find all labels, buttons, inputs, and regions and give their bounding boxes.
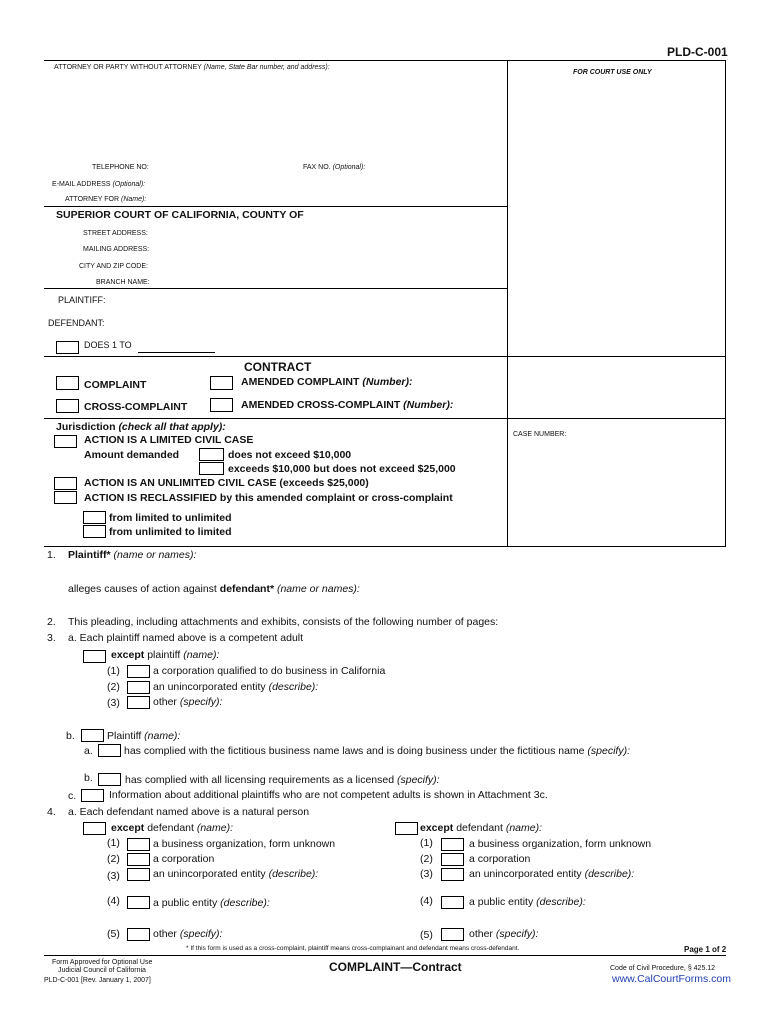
street-label: STREET ADDRESS: (83, 230, 148, 237)
p4-left-other-checkbox[interactable] (127, 928, 150, 941)
p4-left-public-label: a public entity (describe): (153, 897, 270, 909)
p3-corp-ca-label: a corporation qualified to do business in California (153, 665, 386, 677)
does-number-line[interactable] (138, 352, 215, 353)
p3-other-label: other (specify): (153, 696, 223, 708)
p3b-b-letter: b. (84, 772, 93, 784)
p3b-letter: b. (66, 730, 75, 742)
rule-parties (44, 288, 508, 289)
cross-complaint-label: CROSS-COMPLAINT (84, 401, 188, 413)
p3b-a-letter: a. (84, 745, 93, 757)
p2-number: 2. (47, 616, 56, 628)
approved-line3: PLD-C-001 [Rev. January 1, 2007] (44, 977, 151, 984)
p4-left-n4: (4) (107, 895, 120, 907)
p3-unincorp-label: an unincorporated entity (describe): (153, 681, 319, 693)
p4-left-busorg-checkbox[interactable] (127, 838, 150, 851)
unlim-to-lim-label: from unlimited to limited (109, 526, 232, 538)
attorney-for-label: ATTORNEY FOR (Name): (65, 196, 147, 203)
p2-text: This pleading, including attachments and exhibits, consists of the following number of pages: (68, 616, 499, 628)
p4-right-n4: (4) (420, 895, 433, 907)
p1-text: Plaintiff* (name or names): (68, 549, 197, 561)
p4-right-other-checkbox[interactable] (441, 928, 464, 941)
p4-left-busorg-label: a business organization, form unknown (153, 838, 336, 850)
reclassified-checkbox[interactable] (54, 491, 77, 504)
p4-left-n5: (5) (107, 928, 120, 940)
p4-left-n1: (1) (107, 837, 120, 849)
not-exceed-label: does not exceed $10,000 (228, 449, 352, 461)
limited-checkbox[interactable] (54, 435, 77, 448)
form-id: PLD-C-001 (667, 45, 728, 59)
p4-right-n3: (3) (420, 868, 433, 880)
city-label: CITY AND ZIP CODE: (79, 263, 148, 270)
p4-left-except-checkbox[interactable] (83, 822, 106, 835)
page-number: Page 1 of 2 (684, 945, 727, 954)
exceeds-label: exceeds $10,000 but does not exceed $25,000 (228, 463, 456, 475)
p4-left-corp-label: a corporation (153, 853, 215, 865)
p3b-b-checkbox[interactable] (98, 773, 121, 786)
reclassified-label: ACTION IS RECLASSIFIED by this amended complaint or cross-complaint (84, 492, 453, 504)
case-number-label: CASE NUMBER: (513, 431, 567, 438)
approved-line1: Form Approved for Optional Use (52, 959, 153, 966)
lim-to-unlim-checkbox[interactable] (83, 511, 106, 524)
case-number-divider (507, 418, 508, 546)
jurisdiction-label: Jurisdiction (check all that apply): (56, 421, 226, 433)
does-checkbox[interactable] (56, 341, 79, 354)
p3a-except-checkbox[interactable] (83, 650, 106, 663)
defendant-label: DEFENDANT: (48, 318, 105, 328)
lim-to-unlim-label: from limited to unlimited (109, 512, 232, 524)
unlimited-checkbox[interactable] (54, 477, 77, 490)
p4-right-unincorp-label: an unincorporated entity (describe): (469, 868, 635, 880)
p3-n1: (1) (107, 665, 120, 677)
p3b-a-text: has complied with the fictitious business name laws and is doing business under the fictitious name (specify): (124, 745, 631, 757)
p4-right-other-label: other (specify): (469, 928, 539, 940)
p4-right-corp-checkbox[interactable] (441, 853, 464, 866)
p4-left-public-checkbox[interactable] (127, 896, 150, 909)
unlimited-label: ACTION IS AN UNLIMITED CIVIL CASE (exceeds $25,000) (84, 477, 369, 489)
caption-right-rule (725, 60, 726, 546)
code-citation: Code of Civil Procedure, § 425.12 (610, 965, 716, 972)
p4-left-unincorp-label: an unincorporated entity (describe): (153, 868, 319, 880)
p3a-text: a. Each plaintiff named above is a competent adult (68, 632, 304, 644)
amount-demanded-label: Amount demanded (84, 449, 180, 461)
p4-right-public-label: a public entity (describe): (469, 896, 586, 908)
mailing-label: MAILING ADDRESS: (83, 246, 150, 253)
footer-rule (44, 955, 726, 956)
p3-n3: (3) (107, 697, 120, 709)
complaint-label: COMPLAINT (84, 379, 147, 391)
branch-label: BRANCH NAME: (96, 279, 150, 286)
approved-line2: Judicial Council of California (58, 967, 146, 974)
amended-cross-checkbox[interactable] (210, 398, 233, 412)
amended-complaint-label: AMENDED COMPLAINT (Number): (241, 376, 413, 388)
p4-right-public-checkbox[interactable] (441, 896, 464, 909)
p4-right-except-text: except defendant (name): (420, 822, 543, 834)
exceeds-checkbox[interactable] (199, 462, 224, 475)
does-label: DOES 1 TO (84, 340, 132, 350)
p4a-text: a. Each defendant named above is a natural person (68, 806, 310, 818)
p3b-b-text: has complied with all licensing requirements as a licensed (specify): (125, 774, 440, 786)
p3-unincorp-checkbox[interactable] (127, 681, 150, 694)
telephone-label: TELEPHONE NO: (92, 164, 149, 171)
p4-number: 4. (47, 806, 56, 818)
p3b-a-checkbox[interactable] (98, 744, 121, 757)
p3-other-checkbox[interactable] (127, 696, 150, 709)
p3a-except-text: except plaintiff (name): (111, 649, 220, 661)
p4-left-n3: (3) (107, 870, 120, 882)
not-exceed-checkbox[interactable] (199, 448, 224, 461)
email-label: E-MAIL ADDRESS (Optional): (52, 181, 146, 188)
p4-left-other-label: other (specify): (153, 928, 223, 940)
contract-title: CONTRACT (244, 360, 312, 374)
p4-right-except-checkbox[interactable] (395, 822, 418, 835)
p4-right-corp-label: a corporation (469, 853, 531, 865)
p3c-letter: c. (68, 790, 77, 802)
p4-right-unincorp-checkbox[interactable] (441, 868, 464, 881)
p4-right-n2: (2) (420, 853, 433, 865)
rule-jurisdiction (44, 418, 726, 419)
p4-right-n5: (5) (420, 929, 433, 941)
footer-note: * If this form is used as a cross-complaint, plaintiff means cross-complainant and defendant means cross-defendant. (186, 945, 520, 952)
p4-right-n1: (1) (420, 837, 433, 849)
attorney-header: ATTORNEY OR PARTY WITHOUT ATTORNEY (Name, State Bar number, and address): (54, 64, 330, 71)
unlim-to-lim-checkbox[interactable] (83, 525, 106, 538)
p3c-checkbox[interactable] (81, 789, 104, 802)
amended-complaint-checkbox[interactable] (210, 376, 233, 390)
website-link[interactable]: www.CalCourtForms.com (612, 973, 732, 985)
rule-title (44, 356, 726, 357)
p3-n2: (2) (107, 681, 120, 693)
caption-divider (507, 60, 508, 418)
limited-label: ACTION IS A LIMITED CIVIL CASE (84, 434, 254, 446)
p4-right-busorg-label: a business organization, form unknown (469, 838, 652, 850)
p1-alleges: alleges causes of action against defendant* (name or names): (68, 583, 360, 595)
p3b-checkbox[interactable] (81, 729, 104, 742)
p4-left-unincorp-checkbox[interactable] (127, 868, 150, 881)
cross-complaint-checkbox[interactable] (56, 399, 79, 413)
p3-corp-ca-checkbox[interactable] (127, 665, 150, 678)
court-name: SUPERIOR COURT OF CALIFORNIA, COUNTY OF (56, 209, 304, 221)
amended-cross-label: AMENDED CROSS-COMPLAINT (Number): (241, 399, 454, 411)
footer-title: COMPLAINT—Contract (329, 960, 462, 974)
complaint-checkbox[interactable] (56, 376, 79, 390)
p1-number: 1. (47, 549, 56, 561)
plaintiff-label: PLAINTIFF: (58, 295, 106, 305)
p4-left-corp-checkbox[interactable] (127, 853, 150, 866)
p3-number: 3. (47, 632, 56, 644)
fax-label: FAX NO. (Optional): (303, 164, 366, 171)
p3b-text: Plaintiff (name): (107, 730, 181, 742)
p4-left-except-text: except defendant (name): (111, 822, 234, 834)
rule-court (44, 206, 508, 207)
rule-caption-bottom (44, 546, 726, 547)
p3c-text: Information about additional plaintiffs who are not competent adults is shown in Attachment 3c. (109, 789, 548, 801)
p4-left-n2: (2) (107, 853, 120, 865)
caption-top-rule (44, 60, 726, 61)
p4-right-busorg-checkbox[interactable] (441, 838, 464, 851)
court-use-label: FOR COURT USE ONLY (573, 69, 652, 76)
